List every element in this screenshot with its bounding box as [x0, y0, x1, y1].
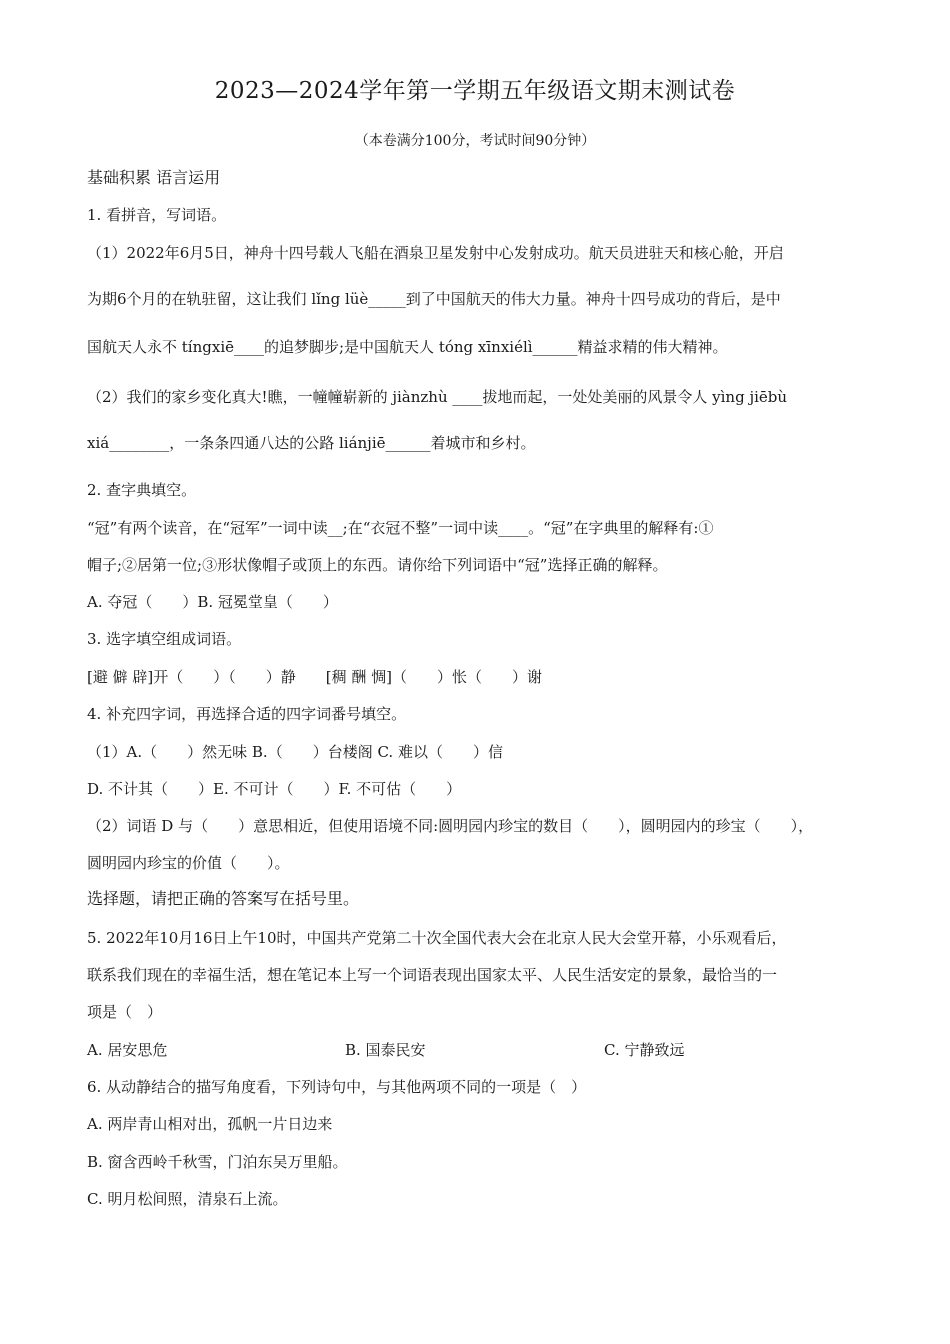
section-heading-basics: 基础积累 语言运用 — [87, 168, 221, 187]
question-1-line: xiá________，一条条四通八达的公路 liánjiē______着城市和乡村。 — [87, 434, 536, 452]
question-2-line: “冠”有两个读音，在“冠军”一词中读__;在“衣冠不整”一词中读____。“冠”在字典里的解释有:① — [87, 519, 714, 537]
question-4-line: （2）词语 D 与（ ）意思相近，但使用语境不同:圆明园内珍宝的数目（ ），圆明园内的珍宝（ ）， — [87, 817, 814, 835]
question-6-option-a: A. 两岸青山相对出，孤帆一片日边来 — [87, 1115, 333, 1133]
question-5-line: 联系我们现在的幸福生活，想在笔记本上写一个词语表现出国家太平、人民生活安定的景象，最恰当的一 — [87, 966, 778, 984]
question-6-option-c: C. 明月松间照，清泉石上流。 — [87, 1190, 288, 1208]
question-1-line: 国航天人永不 tíngxiē____的追梦脚步;是中国航天人 tóng xīnxiélì______精益求精的伟大精神。 — [87, 338, 728, 356]
exam-title: 2023—2024学年第一学期五年级语文期末测试卷 — [214, 78, 736, 104]
question-2-line: 帽子;②居第一位;③形状像帽子或顶上的东西。请你给下列词语中“冠”选择正确的解释。 — [87, 556, 668, 574]
question-4-line: D. 不计其（ ）E. 不可计（ ）F. 不可估（ ） — [87, 780, 462, 798]
question-1-line: （2）我们的家乡变化真大!瞧，一幢幢崭新的 jiànzhù ____拔地而起，一处处美丽的风景令人 yìng jiēbù — [87, 388, 788, 406]
question-3-line: [避 僻 辟]开（ ）（ ）静 [稠 酬 惆]（ ）怅（ ）谢 — [87, 668, 542, 686]
question-6-heading: 6. 从动静结合的描写角度看，下列诗句中，与其他两项不同的一项是（ ） — [87, 1078, 587, 1096]
question-1-line: （1）2022年6月5日，神舟十四号载人飞船在酒泉卫星发射中心发射成功。航天员进驻天和核心舱，开启 — [87, 244, 784, 262]
question-5-line: 项是（ ） — [87, 1003, 163, 1021]
question-5-line: 5. 2022年10月16日上午10时，中国共产党第二十次全国代表大会在北京人民大会堂开幕，小乐观看后， — [87, 929, 787, 947]
question-2-heading: 2. 查字典填空。 — [87, 481, 197, 499]
question-5-option-b: B. 国泰民安 — [345, 1041, 426, 1059]
question-4-line: 圆明园内珍宝的价值（ ）。 — [87, 854, 290, 872]
question-2-line: A. 夺冠（ ）B. 冠冕堂皇（ ） — [87, 593, 338, 611]
question-1-line: 为期6个月的在轨驻留，这让我们 lǐng lüè_____到了中国航天的伟大力量。神舟十四号成功的背后，是中 — [87, 290, 781, 308]
exam-subtitle: （本卷满分100分，考试时间90分钟） — [354, 133, 596, 149]
question-5-option-c: C. 宁静致远 — [604, 1041, 685, 1059]
question-1-heading: 1. 看拼音，写词语。 — [87, 206, 227, 224]
question-3-heading: 3. 选字填空组成词语。 — [87, 630, 242, 648]
question-6-option-b: B. 窗含西岭千秋雪，门泊东吴万里船。 — [87, 1153, 348, 1171]
section-heading-choice: 选择题，请把正确的答案写在括号里。 — [87, 889, 360, 908]
question-5-option-a: A. 居安思危 — [87, 1041, 168, 1059]
question-4-line: （1）A.（ ）然无味 B.（ ）台楼阁 C. 难以（ ）信 — [87, 743, 503, 761]
question-4-heading: 4. 补充四字词，再选择合适的四字词番号填空。 — [87, 705, 407, 723]
